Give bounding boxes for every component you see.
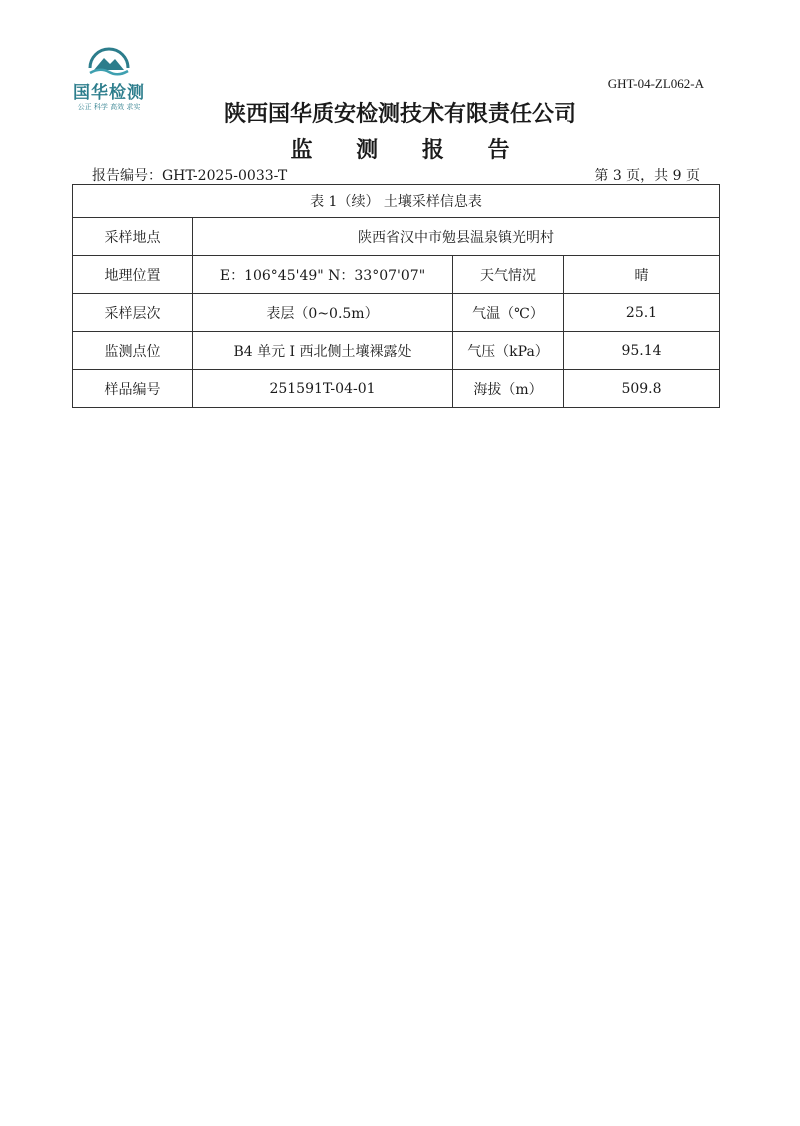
cell-value-point: B4 单元 I 西北侧土壤裸露处	[193, 332, 453, 370]
table-caption: 表 1（续） 土壤采样信息表	[73, 185, 720, 218]
cell-label-temperature: 气温（℃）	[453, 294, 564, 332]
page-info: 第 3 页，共 9 页	[594, 168, 700, 184]
cell-label-weather: 天气情况	[453, 256, 564, 294]
cell-value-geo: E：106°45'49" N：33°07'07"	[193, 256, 453, 294]
soil-sampling-info-table	[72, 184, 720, 408]
table-caption-row	[73, 185, 720, 218]
table-row	[73, 332, 720, 370]
mountain-wave-logo-icon	[84, 40, 134, 80]
cell-value-pressure: 95.14	[564, 332, 720, 370]
cell-value-sample: 251591T-04-01	[193, 370, 453, 408]
cell-label-point: 监测点位	[73, 332, 193, 370]
cell-value-altitude: 509.8	[564, 370, 720, 408]
cell-value-temperature: 25.1	[564, 294, 720, 332]
cell-label-sample: 样品编号	[73, 370, 193, 408]
table-row	[73, 370, 720, 408]
company-name: 陕西国华质安检测技术有限责任公司	[223, 102, 576, 127]
report-number: 报告编号：GHT-2025-0033-T	[92, 168, 288, 184]
document-code: GHT-04-ZL062-A	[607, 76, 704, 91]
cell-value-weather: 晴	[564, 256, 720, 294]
logo-slogan: 公正 科学 高效 求实	[77, 103, 141, 111]
cell-value-layer: 表层（0~0.5m）	[193, 294, 453, 332]
cell-label-geo: 地理位置	[73, 256, 193, 294]
table-row	[73, 218, 720, 256]
report-title: 监 测 报 告	[290, 138, 528, 163]
table-row	[73, 256, 720, 294]
cell-label-location: 采样地点	[73, 218, 193, 256]
cell-label-pressure: 气压（kPa）	[453, 332, 564, 370]
cell-label-layer: 采样层次	[73, 294, 193, 332]
logo-name: 国华检测	[73, 83, 145, 103]
cell-label-altitude: 海拔（m）	[453, 370, 564, 408]
table-row	[73, 294, 720, 332]
cell-value-location: 陕西省汉中市勉县温泉镇光明村	[193, 218, 720, 256]
